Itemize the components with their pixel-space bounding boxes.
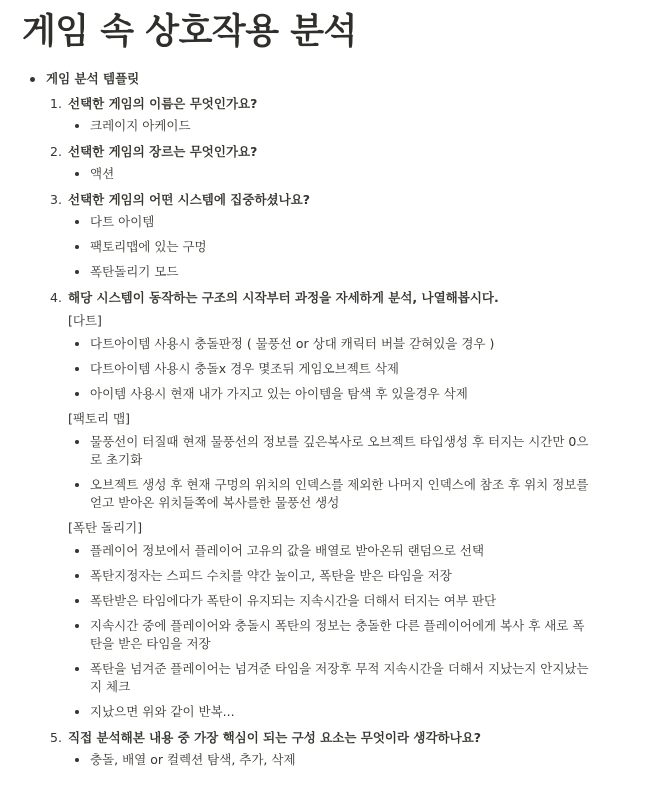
bullet-icon [75, 483, 79, 487]
answer-item [68, 238, 590, 256]
bullet-icon [30, 77, 35, 82]
question-text: 선택한 게임의 이름은 무엇인가요? [68, 96, 258, 111]
answer-text: 아이템 사용시 현재 내가 가지고 있는 아이템을 탐색 후 있을경우 삭제 [90, 386, 468, 401]
answer-item [68, 165, 590, 183]
answer-text: 팩토리맵에 있는 구멍 [90, 239, 207, 254]
question-list [50, 94, 672, 769]
answer-item [68, 567, 590, 585]
question-line [50, 288, 672, 308]
answer-item [68, 660, 590, 696]
answer-item [68, 542, 590, 560]
page-title: 게임 속 상호작용 분석 [22, 12, 357, 52]
template-item [22, 68, 672, 769]
answer-list [68, 542, 672, 721]
bullet-icon [75, 758, 79, 762]
bullet-icon [75, 220, 79, 224]
question-text: 해당 시스템이 동작하는 구조의 시작부터 과정을 자세하게 분석, 나열해봅시다. [68, 290, 499, 305]
bullet-icon [75, 124, 79, 128]
answer-item [68, 617, 590, 653]
template-line [22, 68, 672, 90]
answer-text: 물풍선이 터질때 현재 물풍선의 정보를 깊은복사로 오브젝트 타입생성 후 터지는 시간만 0으로 초기화 [90, 434, 589, 467]
answer-list [68, 117, 672, 135]
bullet-icon [75, 599, 79, 603]
question-item [50, 288, 672, 721]
answer-text: 오브젝트 생성 후 현재 구멍의 위치의 인덱스를 제외한 나머지 인덱스에 참조 후 위치 정보를 얻고 받아온 위치들쪽에 복사를한 물풍선 생성 [90, 477, 589, 510]
answer-text: 플레이어 정보에서 플레이어 고유의 값을 배열로 받아온뒤 랜덤으로 선택 [90, 543, 485, 558]
question-line [50, 142, 672, 162]
answer-text: 지났으면 위와 같이 반복... [90, 704, 235, 719]
answer-text: 폭탄받은 타임에다가 폭탄이 유지되는 지속시간을 더해서 터지는 여부 판단 [90, 593, 497, 608]
question-number: 4. [50, 290, 62, 305]
bullet-icon [75, 342, 79, 346]
answer-text: 지속시간 중에 플레이어와 충돌시 폭탄의 정보는 충돌한 다른 플레이어에게 복사 후 새로 폭탄을 받은 타임을 저장 [90, 618, 585, 651]
bullet-icon [75, 667, 79, 671]
question-item [50, 142, 672, 183]
bullet-icon [75, 270, 79, 274]
question-number: 1. [50, 96, 62, 111]
answer-item [68, 592, 590, 610]
bullet-icon [75, 549, 79, 553]
answer-text: 폭탄지정자는 스피드 수치를 약간 높이고, 폭탄을 받은 타임을 저장 [90, 568, 452, 583]
question-line [50, 728, 672, 748]
bullet-icon [75, 624, 79, 628]
answer-text: 다트 아이템 [90, 214, 155, 229]
question-text: 직접 분석해본 내용 중 가장 핵심이 되는 구성 요소는 무엇이라 생각하나요? [68, 730, 482, 745]
template-label: 게임 분석 템플릿 [46, 71, 140, 86]
question-item [50, 94, 672, 135]
answer-list [68, 213, 672, 281]
answer-list [68, 165, 672, 183]
answer-item [68, 476, 590, 512]
answer-item [68, 263, 590, 281]
question-number: 5. [50, 730, 62, 745]
answer-text: 폭탄을 넘겨준 플레이어는 넘겨준 타임을 저장후 무적 지속시간을 더해서 지났는지 안지났는지 체크 [90, 661, 589, 694]
answer-text: 폭탄돌리기 모드 [90, 264, 179, 279]
question-number: 3. [50, 192, 62, 207]
answer-item [68, 433, 590, 469]
bullet-icon [75, 574, 79, 578]
answer-text: 다트아이템 사용시 충돌x 경우 몇조뒤 게임오브젝트 삭제 [90, 361, 399, 376]
bullet-icon [75, 172, 79, 176]
answer-text: 액션 [90, 166, 115, 181]
answer-text: 다트아이템 사용시 충돌판정 ( 물풍선 or 상대 캐릭터 버블 갇혀있을 경우 ) [90, 336, 495, 351]
answer-item [68, 360, 590, 378]
bullet-icon [75, 245, 79, 249]
bullet-icon [75, 367, 79, 371]
answer-item [68, 213, 590, 231]
bullet-icon [75, 710, 79, 714]
answer-item [68, 117, 590, 135]
question-number: 2. [50, 144, 62, 159]
question-text: 선택한 게임의 어떤 시스템에 집중하셨나요? [68, 192, 311, 207]
section-label-dart: [다트] [68, 313, 102, 328]
bullet-icon [75, 440, 79, 444]
section-label-bomb: [폭탄 돌리기] [68, 520, 143, 535]
answer-list [68, 751, 672, 769]
answer-list [68, 335, 672, 403]
answer-list [68, 433, 672, 512]
answer-text: 충돌, 배열 or 컬렉션 탐색, 추가, 삭제 [90, 752, 296, 767]
template-list [22, 68, 672, 769]
answer-item [68, 703, 590, 721]
question-item [50, 728, 672, 769]
answer-text: 크레이지 아케이드 [90, 118, 191, 133]
bullet-icon [75, 392, 79, 396]
question-line [50, 94, 672, 114]
section-label-factory: [팩토리 맵] [68, 411, 131, 426]
answer-item [68, 385, 590, 403]
answer-item [68, 335, 590, 353]
question-item [50, 190, 672, 281]
answer-item [68, 751, 590, 769]
question-line [50, 190, 672, 210]
question-text: 선택한 게임의 장르는 무엇인가요? [68, 144, 258, 159]
